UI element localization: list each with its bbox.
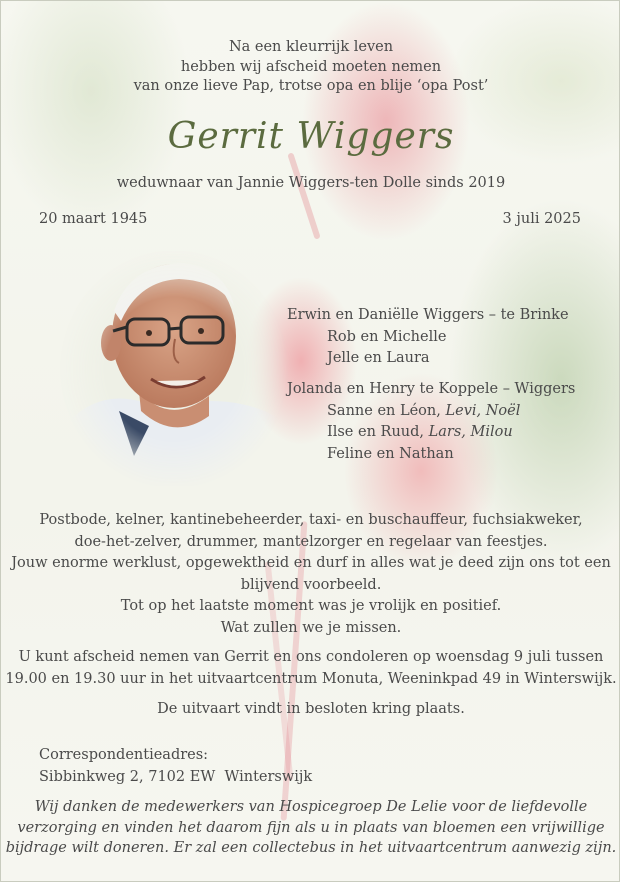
grandchild-couple: Feline en Nathan bbox=[327, 445, 454, 462]
farewell-line: 19.00 en 19.30 uur in het uitvaartcentrum Monuta, Weeninkpad 49 in Winterswijk. bbox=[5, 670, 617, 687]
deceased-name: Gerrit Wiggers bbox=[167, 116, 455, 157]
grandchild-couple: Jelle en Laura bbox=[327, 350, 430, 366]
bio-line: Wat zullen we je missen. bbox=[220, 619, 402, 636]
bio-line: Jouw enorme werklust, opgewektheid en durf in alles wat je deed zijn ons tot een bbox=[11, 555, 611, 571]
birth-date: 20 maart 1945 bbox=[39, 211, 148, 227]
great-grandchildren: Lars, Milou bbox=[428, 424, 513, 440]
correspondence-address-line: Sibbinkweg 2, 7102 EW Winterswijk bbox=[39, 769, 313, 785]
thanks-text bbox=[1, 797, 620, 859]
flower-stem-decoration bbox=[287, 152, 321, 239]
correspondence-label: Correspondentieadres: bbox=[39, 747, 209, 763]
bio-line: Postbode, kelner, kantinebeheerder, taxi- en buschauffeur, fuchsiakweker, bbox=[39, 512, 583, 528]
portrait-illustration bbox=[59, 251, 289, 486]
farewell-line: U kunt afscheid nemen van Gerrit en ons condoleren op woensdag 9 juli tussen bbox=[18, 649, 604, 665]
bio-line: doe-het-zelver, drummer, mantelzorger en regelaar van feestjes. bbox=[74, 533, 548, 550]
farewell-info bbox=[1, 647, 620, 690]
great-grandchildren: Levi, Noël bbox=[445, 402, 521, 419]
intro-line: hebben wij afscheid moeten nemen bbox=[180, 58, 442, 75]
biography-text bbox=[1, 510, 620, 639]
intro-line: van onze lieve Pap, trotse opa en blije ‘opa Post’ bbox=[133, 78, 489, 94]
family-group-2 bbox=[287, 379, 575, 465]
widower-line: weduwnaar van Jannie Wiggers-ten Dolle sinds 2019 bbox=[116, 175, 506, 191]
family-parents: Jolanda en Henry te Koppele – Wiggers bbox=[287, 381, 576, 397]
portrait-photo bbox=[59, 251, 289, 486]
thanks-line: verzorging en vinden het daarom fijn als u in plaats van bloemen een vrijwillige bbox=[17, 819, 605, 836]
grandchild-couple: Sanne en Léon, Levi, Noël bbox=[327, 402, 521, 419]
death-date: 3 juli 2025 bbox=[502, 211, 581, 227]
funeral-info: De uitvaart vindt in besloten kring plaats. bbox=[157, 701, 465, 717]
grandchild-couple: Rob en Michelle bbox=[327, 328, 447, 345]
intro-line: Na een kleurrijk leven bbox=[228, 39, 394, 55]
family-parents: Erwin en Daniëlle Wiggers – te Brinke bbox=[287, 307, 569, 323]
thanks-line: bijdrage wilt doneren. Er zal een collectebus in het uitvaartcentrum aanwezig zijn. bbox=[5, 840, 617, 856]
bio-line: blijvend voorbeeld. bbox=[240, 576, 382, 593]
bio-line: Tot op het laatste moment was je vrolijk en positief. bbox=[120, 598, 502, 614]
intro-text bbox=[1, 38, 620, 97]
thanks-line: Wij danken de medewerkers van Hospicegroep De Lelie voor de liefdevolle bbox=[34, 799, 588, 815]
grandchild-couple: Ilse en Ruud, Lars, Milou bbox=[327, 424, 513, 440]
family-group-1 bbox=[287, 305, 569, 370]
correspondence-address bbox=[39, 744, 312, 788]
